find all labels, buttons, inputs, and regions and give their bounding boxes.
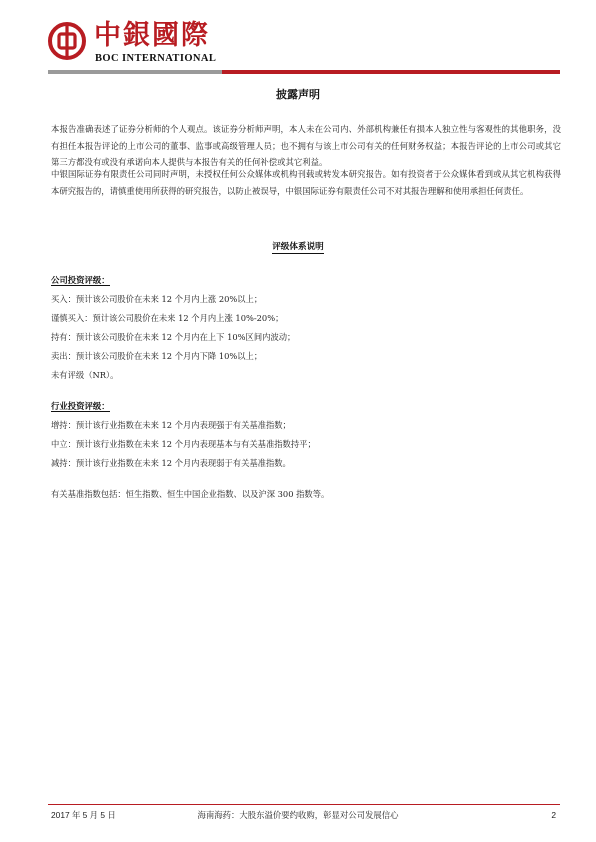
brand-name-cn: 中銀國際 (94, 20, 210, 51)
company-rating-item: 卖出：预计该公司股价在未来 12 个月内下降 10%以上； (51, 351, 263, 361)
company-rating-heading (51, 271, 561, 290)
company-rating-item: 谨慎买入：预计该公司股价在未来 12 个月内上涨 10%-20%； (51, 313, 284, 323)
footer-date: 2017 年 5 月 5 日 (51, 810, 116, 820)
company-rating-item: 持有：预计该公司股价在未来 12 个月内在上下 10%区间内波动； (51, 332, 296, 342)
benchmark-note: 有关基准指数包括：恒生指数、恒生中国企业指数、以及沪深 300 指数等。 (51, 489, 330, 499)
header-rule-red (222, 70, 560, 74)
analyst-statement-paragraph: 本报告准确表述了证券分析师的个人观点。该证券分析师声明，本人未在公司内、外部机构兼任有损本人独立性与客观性的其他职务，没有担任本报告评论的上市公司的董事、监事或高级管理人员；也不拥有与该上市公司有关的任何财务权益；本报告评论的上市公司或其它第三方都没有或没有承诺向本人提供与本报告有关的任何补偿或其它利益。 (51, 124, 561, 167)
industry-rating-section (51, 397, 561, 473)
brand-name-en: BOC INTERNATIONAL (95, 53, 217, 64)
boc-logo-icon (48, 22, 86, 60)
company-rating-item: 买入：预计该公司股价在未来 12 个月内上涨 20%以上； (51, 294, 263, 304)
page-title: 披露声明 (276, 88, 320, 101)
page-header (48, 20, 560, 72)
footer-rule (48, 804, 560, 805)
industry-rating-item: 减持：预计该行业指数在未来 12 个月内表现弱于有关基准指数。 (51, 458, 291, 468)
page-number: 2 (551, 810, 556, 820)
company-rating-item: 未有评级（NR）。 (51, 370, 119, 380)
industry-rating-heading (51, 397, 561, 416)
header-rule-gray (48, 70, 222, 74)
footer-report-title: 海南海药：大股东溢价要约收购，彰显对公司发展信心 (197, 810, 399, 820)
rating-system-title-text: 评级体系说明 (272, 242, 324, 252)
company-statement-paragraph: 中银国际证券有限责任公司同时声明，未授权任何公众媒体或机构刊载或转发本研究报告。如有投资者于公众媒体看到或从其它机构获得本研究报告的，请慎重使用所获得的研究报告，以防止被误导，中银国际证券有限责任公司不对其报告理解和使用承担任何责任。 (51, 169, 561, 196)
company-rating-heading-text: 公司投资评级： (51, 275, 110, 285)
industry-rating-heading-text: 行业投资评级： (51, 401, 110, 411)
company-rating-section (51, 271, 561, 385)
rating-system-title (0, 240, 596, 252)
industry-rating-item: 增持：预计该行业指数在未来 12 个月内表现强于有关基准指数； (51, 420, 291, 430)
industry-rating-item: 中立：预计该行业指数在未来 12 个月内表现基本与有关基准指数持平； (51, 439, 316, 449)
